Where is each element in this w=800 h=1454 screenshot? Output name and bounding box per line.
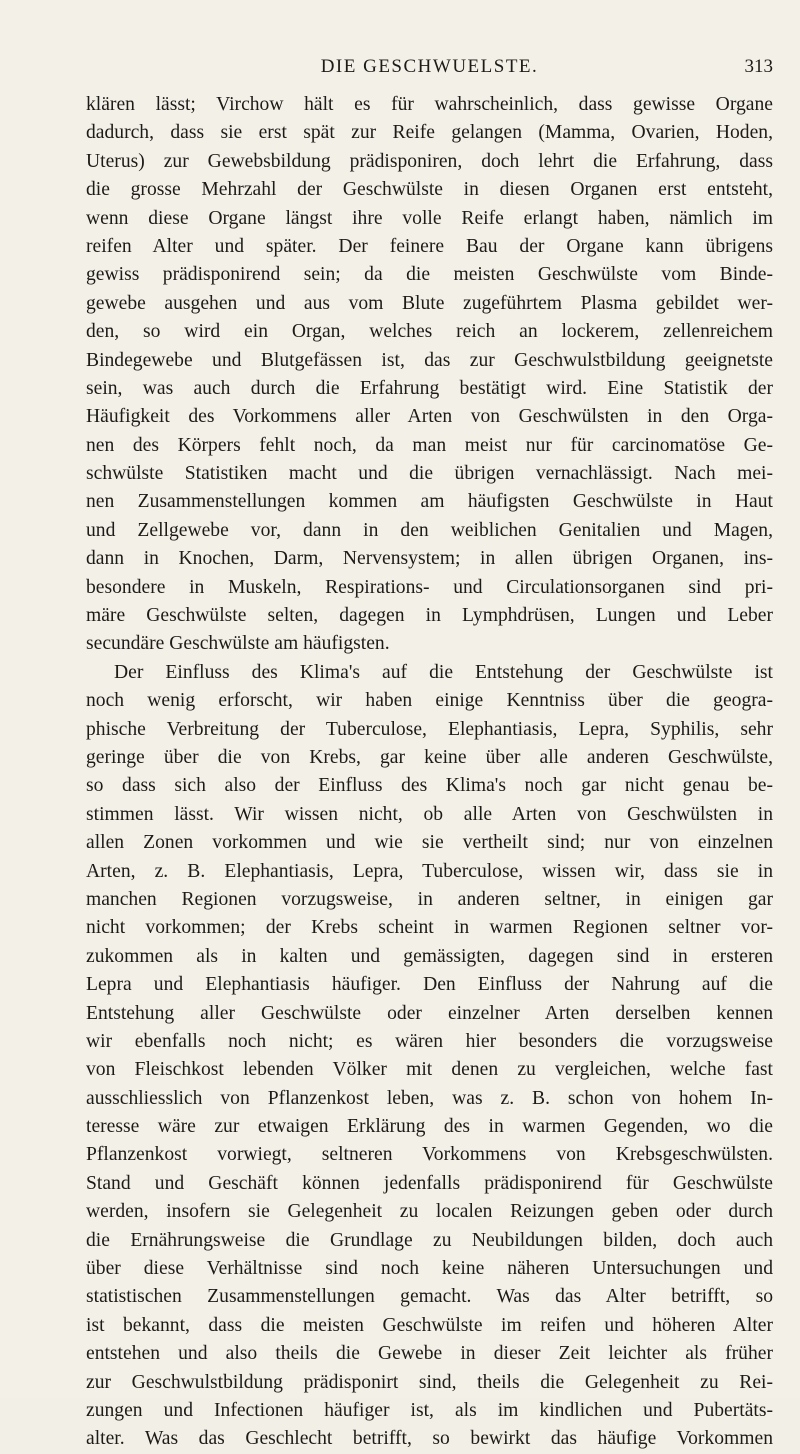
- text-line: Häufigkeit des Vorkommens aller Arten von Geschwülsten in den Orga-: [86, 406, 773, 428]
- text-line: Uterus) zur Gewebsbildung prädisponiren, doch lehrt die Erfahrung, dass: [86, 150, 773, 172]
- text-line: werden, insofern sie Gelegenheit zu localen Reizungen geben oder durch: [86, 1201, 773, 1223]
- text-line: über diese Verhältnisse sind noch keine näheren Untersuchungen und: [86, 1258, 773, 1280]
- text-line: schwülste Statistiken macht und die übrigen vernachlässigt. Nach mei-: [86, 463, 773, 485]
- text-line: den, so wird ein Organ, welches reich an lockerem, zellenreichem: [86, 321, 773, 343]
- text-line: statistischen Zusammenstellungen gemacht. Was das Alter betrifft, so: [86, 1286, 773, 1308]
- text-line: und Zellgewebe vor, dann in den weiblichen Genitalien und Magen,: [86, 519, 773, 541]
- text-line: noch wenig erforscht, wir haben einige Kenntniss über die geogra-: [86, 690, 773, 712]
- text-line: Lepra und Elephantiasis häufiger. Den Einfluss der Nahrung auf die: [86, 974, 773, 996]
- text-line: ausschliesslich von Pflanzenkost leben, was z. B. schon von hohem In-: [86, 1087, 773, 1109]
- text-line: Bindegewebe und Blutgefässen ist, das zur Geschwulstbildung geeignetste: [86, 349, 773, 371]
- text-line: phische Verbreitung der Tuberculose, Elephantiasis, Lepra, Syphilis, sehr: [86, 718, 773, 740]
- running-head: [86, 56, 773, 82]
- text-line-paragraph-start: Der Einfluss des Klima's auf die Entstehung der Geschwülste ist: [114, 661, 773, 683]
- text-line: Entstehung aller Geschwülste oder einzelner Arten derselben kennen: [86, 1002, 773, 1024]
- text-line: gewebe ausgehen und aus vom Blute zugeführtem Plasma gebildet wer-: [86, 292, 773, 314]
- body-text: [86, 91, 773, 1454]
- text-line: wenn diese Organe längst ihre volle Reife erlangt haben, nämlich im: [86, 207, 773, 229]
- text-line: ist bekannt, dass die meisten Geschwülste im reifen und höheren Alter: [86, 1314, 773, 1336]
- text-line: nen des Körpers fehlt noch, da man meist nur für carcinomatöse Ge-: [86, 434, 773, 456]
- text-line: so dass sich also der Einfluss des Klima's noch gar nicht genau be-: [86, 775, 773, 797]
- text-line: zur Geschwulstbildung prädisponirt sind, theils die Gelegenheit zu Rei-: [86, 1371, 773, 1393]
- text-line: märe Geschwülste selten, dagegen in Lymphdrüsen, Lungen und Leber: [86, 605, 773, 627]
- text-line: besondere in Muskeln, Respirations- und Circulationsorganen sind pri-: [86, 576, 773, 598]
- text-line: Stand und Geschäft können jedenfalls prädisponirend für Geschwülste: [86, 1172, 773, 1194]
- text-line: Arten, z. B. Elephantiasis, Lepra, Tuberculose, wissen wir, dass sie in: [86, 860, 773, 882]
- text-line: geringe über die von Krebs, gar keine über alle anderen Geschwülste,: [86, 746, 773, 768]
- text-line: entstehen und also theils die Gewebe in dieser Zeit leichter als früher: [86, 1343, 773, 1365]
- text-line: alter. Was das Geschlecht betrifft, so bewirkt das häufige Vorkommen: [86, 1428, 773, 1450]
- text-line-paragraph-end: secundäre Geschwülste am häufigsten.: [86, 633, 390, 655]
- text-line: allen Zonen vorkommen und wie sie vertheilt sind; nur von einzelnen: [86, 832, 773, 854]
- text-line: Pflanzenkost vorwiegt, seltneren Vorkommens von Krebsgeschwülsten.: [86, 1144, 773, 1166]
- text-line: dadurch, dass sie erst spät zur Reife gelangen (Mamma, Ovarien, Hoden,: [86, 122, 773, 144]
- text-line: nicht vorkommen; der Krebs scheint in warmen Regionen seltner vor-: [86, 917, 773, 939]
- text-line: sein, was auch durch die Erfahrung bestätigt wird. Eine Statistik der: [86, 377, 773, 399]
- text-line: wir ebenfalls noch nicht; es wären hier besonders die vorzugsweise: [86, 1030, 773, 1052]
- text-line: dann in Knochen, Darm, Nervensystem; in allen übrigen Organen, ins-: [86, 548, 773, 570]
- text-line: stimmen lässt. Wir wissen nicht, ob alle Arten von Geschwülsten in: [86, 803, 773, 825]
- text-line: von Fleischkost lebenden Völker mit denen zu vergleichen, welche fast: [86, 1059, 773, 1081]
- text-line: nen Zusammenstellungen kommen am häufigsten Geschwülste in Haut: [86, 491, 773, 513]
- text-line: klären lässt; Virchow hält es für wahrscheinlich, dass gewisse Organe: [86, 94, 773, 115]
- text-line: gewiss prädisponirend sein; da die meisten Geschwülste vom Binde-: [86, 264, 773, 286]
- text-line: reifen Alter und später. Der feinere Bau der Organe kann übrigens: [86, 235, 773, 257]
- text-line: zungen und Infectionen häufiger ist, als im kindlichen und Pubertäts-: [86, 1399, 773, 1421]
- text-line: zukommen als in kalten und gemässigten, dagegen sind in ersteren: [86, 945, 773, 967]
- page-number: 313: [744, 56, 773, 77]
- text-line: die grosse Mehrzahl der Geschwülste in diesen Organen erst entsteht,: [86, 179, 773, 201]
- text-line: manchen Regionen vorzugsweise, in anderen seltner, in einigen gar: [86, 888, 773, 910]
- text-line: die Ernährungsweise die Grundlage zu Neubildungen bilden, doch auch: [86, 1229, 773, 1251]
- running-title: DIE GESCHWUELSTE.: [320, 56, 539, 77]
- text-line: teresse wäre zur etwaigen Erklärung des in warmen Gegenden, wo die: [86, 1116, 773, 1138]
